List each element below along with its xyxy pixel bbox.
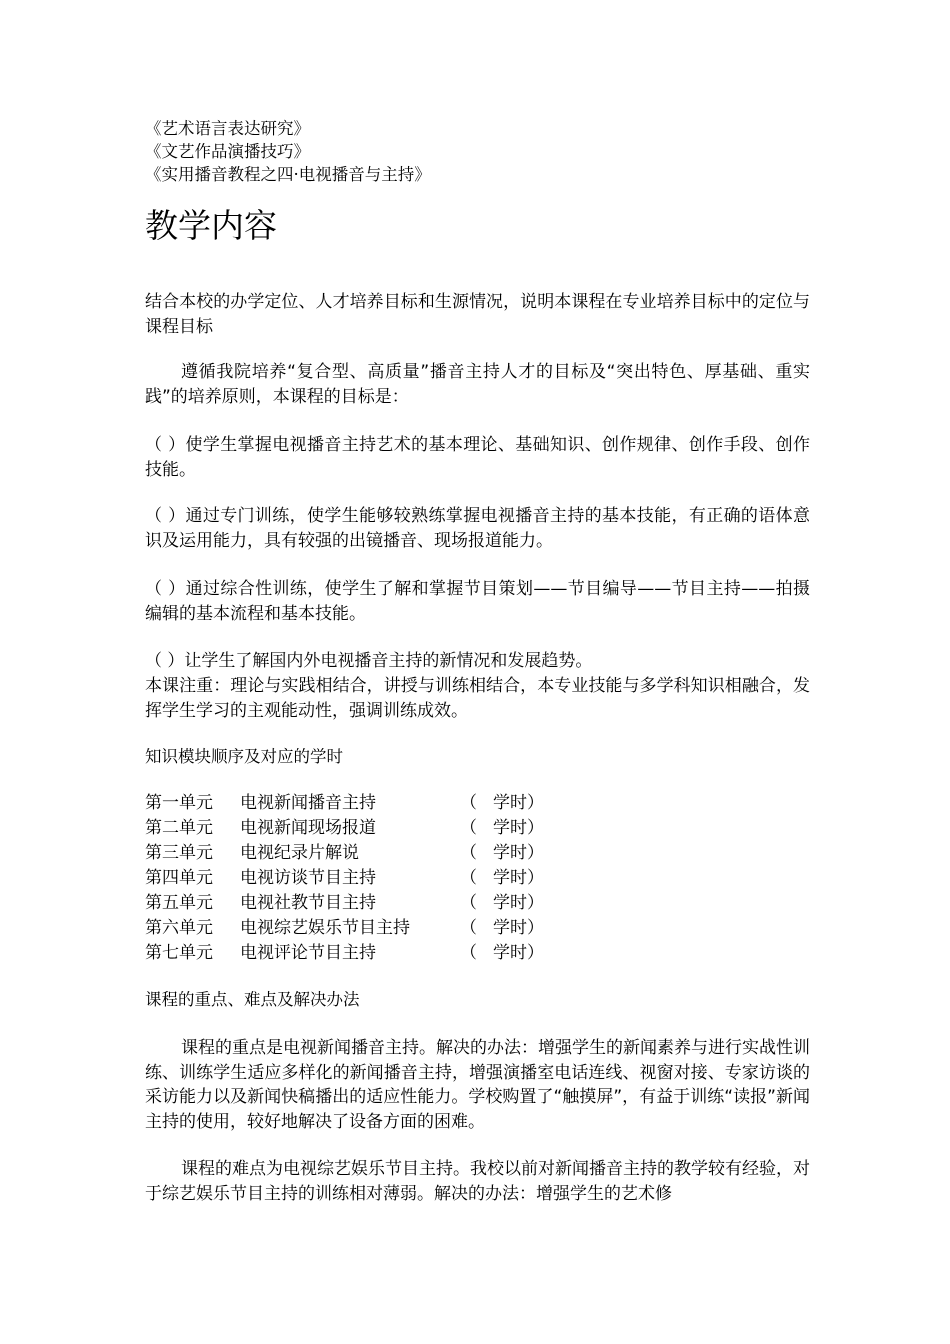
unit-row	[145, 891, 565, 916]
goal-intro: 遵循我院培养“复合型、高质量”播音主持人才的目标及“突出特色、厚基础、重实践”的培养原则，本课程的目标是：	[145, 362, 810, 407]
unit-number: 第七单元	[145, 943, 213, 963]
unit-hours: 学时）	[493, 818, 544, 838]
reference-item: 《实用播音教程之四·电视播音与主持》	[145, 165, 431, 184]
unit-hours-open: （	[460, 818, 477, 838]
emphasis-paragraph: 本课注重：理论与实践相结合，讲授与训练相结合，本专业技能与多学科知识相融合，发挥学生学习的主观能动性，强调训练成效。	[145, 676, 810, 721]
unit-number: 第六单元	[145, 918, 213, 938]
unit-hours-open: （	[460, 943, 477, 963]
unit-hours: 学时）	[493, 943, 544, 963]
unit-number: 第三单元	[145, 843, 213, 863]
unit-title: 电视社教节目主持	[240, 893, 376, 913]
unit-number: 第四单元	[145, 868, 213, 888]
unit-hours: 学时）	[493, 793, 544, 813]
keypoints-title: 课程的重点、难点及解决办法	[145, 990, 360, 1009]
unit-hours-open: （	[460, 843, 477, 863]
unit-title: 电视新闻现场报道	[240, 818, 376, 838]
unit-row	[145, 841, 565, 866]
unit-hours-open: （	[460, 918, 477, 938]
section-heading: 教学内容	[145, 206, 277, 245]
unit-title: 电视评论节目主持	[240, 943, 376, 963]
unit-title: 电视纪录片解说	[240, 843, 359, 863]
unit-number: 第二单元	[145, 818, 213, 838]
unit-hours: 学时）	[493, 843, 544, 863]
unit-row	[145, 866, 565, 891]
unit-title: 电视访谈节目主持	[240, 868, 376, 888]
unit-hours-open: （	[460, 793, 477, 813]
reference-item: 《文艺作品演播技巧》	[145, 142, 310, 161]
goal-item-4: （ ）让学生了解国内外电视播音主持的新情况和发展趋势。	[145, 651, 593, 671]
modules-title: 知识模块顺序及对应的学时	[145, 747, 343, 766]
unit-number: 第一单元	[145, 793, 213, 813]
unit-number: 第五单元	[145, 893, 213, 913]
unit-row	[145, 916, 565, 941]
unit-hours: 学时）	[493, 868, 544, 888]
unit-title: 电视新闻播音主持	[240, 793, 376, 813]
goal-item-2: （ ）通过专门训练，使学生能够较熟练掌握电视播音主持的基本技能，有正确的语体意识及运用能力，具有较强的出镜播音、现场报道能力。	[145, 506, 810, 551]
positioning-title: 结合本校的办学定位、人才培养目标和生源情况，说明本课程在专业培养目标中的定位与课程目标	[145, 292, 810, 337]
goal-item-1: （ ）使学生掌握电视播音主持艺术的基本理论、基础知识、创作规律、创作手段、创作技能。	[145, 435, 810, 480]
unit-title: 电视综艺娱乐节目主持	[240, 918, 410, 938]
unit-hours: 学时）	[493, 918, 544, 938]
unit-row	[145, 941, 565, 966]
unit-hours-open: （	[460, 893, 477, 913]
reference-item: 《艺术语言表达研究》	[145, 119, 310, 138]
unit-hours-open: （	[460, 868, 477, 888]
goal-item-3: （ ）通过综合性训练，使学生了解和掌握节目策划——节目编导——节目主持——拍摄编辑的基本流程和基本技能。	[145, 579, 810, 624]
difficulty-paragraph: 课程的难点为电视综艺娱乐节目主持。我校以前对新闻播音主持的教学较有经验，对于综艺娱乐节目主持的训练相对薄弱。解决的办法：增强学生的艺术修	[145, 1159, 810, 1204]
keypoint-paragraph: 课程的重点是电视新闻播音主持。解决的办法：增强学生的新闻素养与进行实战性训练、训练学生适应多样化的新闻播音主持，增强演播室电话连线、视窗对接、专家访谈的采访能力以及新闻快稿播出的适应性能力。学校购置了“触摸屏”，有益于训练“读报”新闻主持的使用，较好地解决了设备方面的困难。	[145, 1038, 810, 1132]
unit-row	[145, 816, 565, 841]
unit-row	[145, 791, 565, 816]
unit-hours: 学时）	[493, 893, 544, 913]
unit-list	[145, 791, 565, 966]
